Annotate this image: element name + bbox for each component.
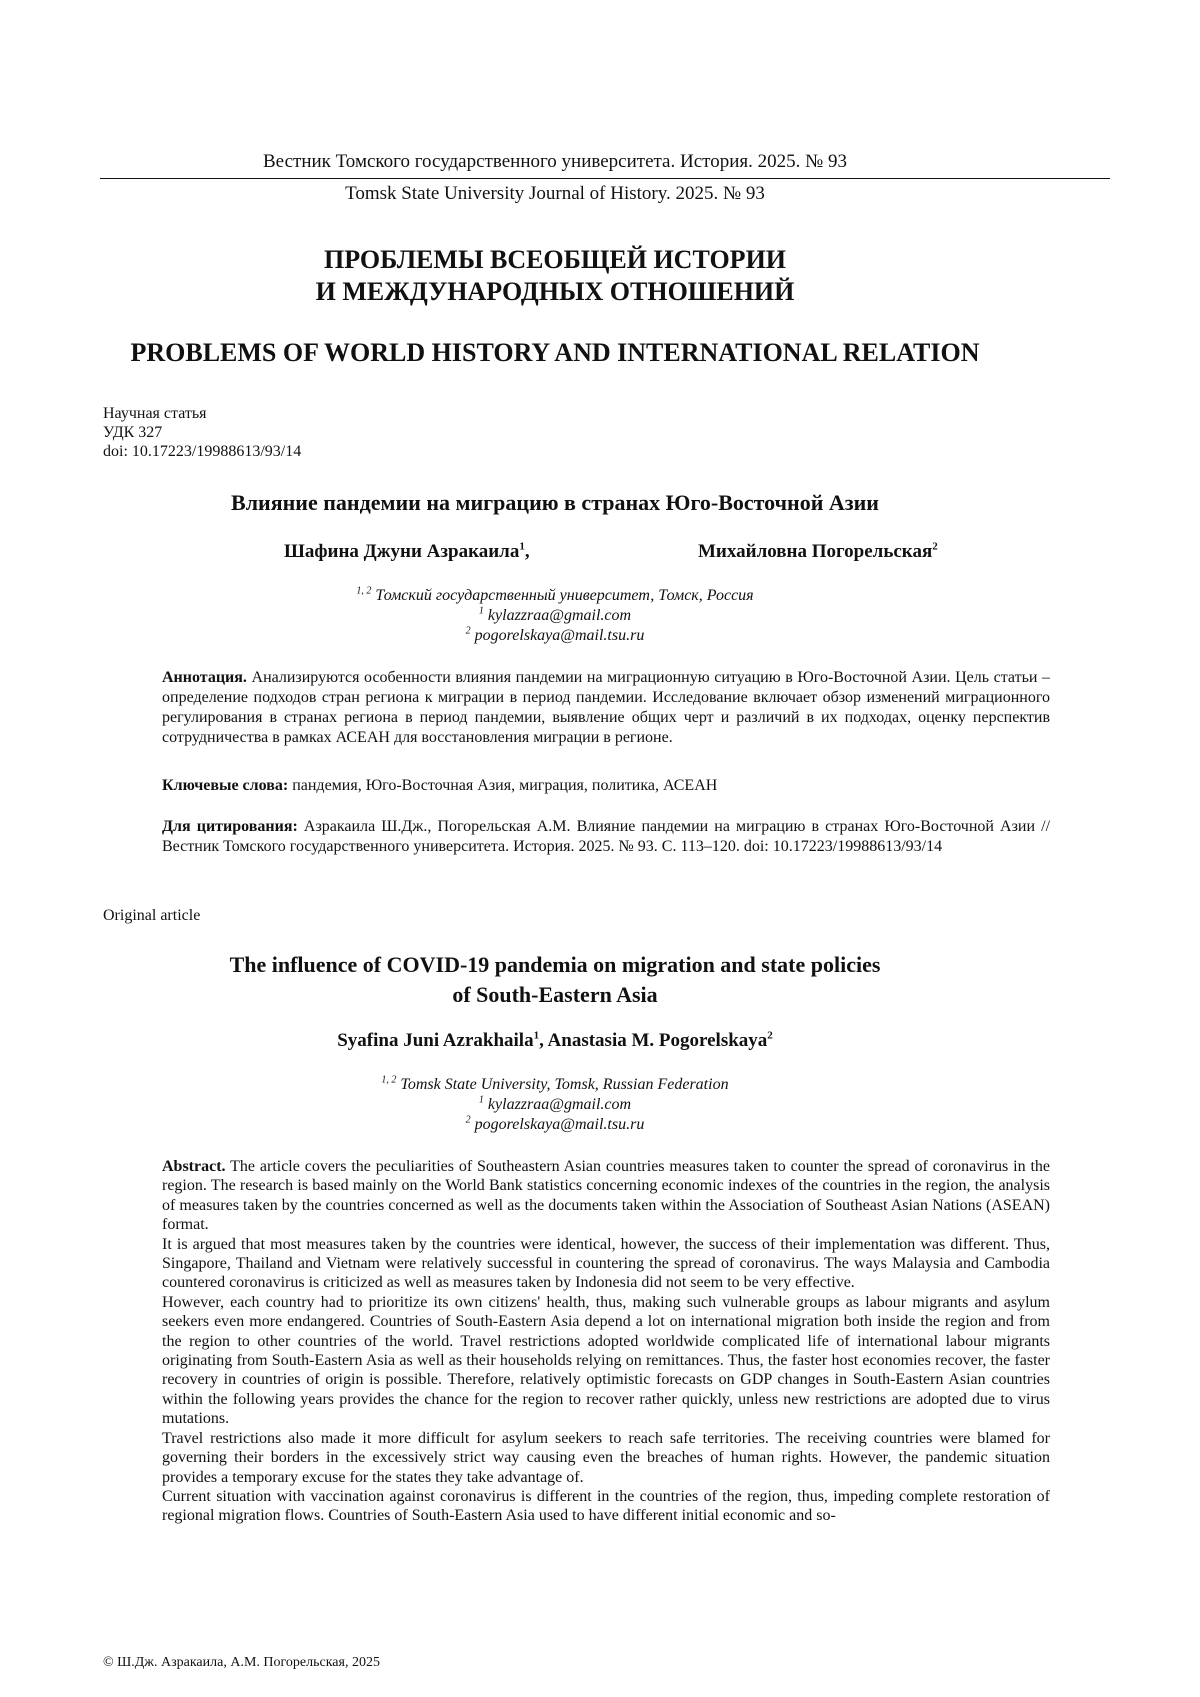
- email2-ru-sup: 2: [465, 625, 471, 637]
- citation-ru-label: Для цитирования:: [162, 818, 298, 835]
- journal-title-ru: Вестник Томского государственного университета. История. 2025. № 93: [263, 151, 847, 172]
- abstract-ru-text: Анализируются особенности влияния пандемии на миграционную ситуацию в Юго-Восточной Азии. Цель статьи – определение подходов стран региона к миграции в период пандемии. Исследование включает обзор изменений миграционного регулирования в странах региона в период пандемии, выявление общих черт и различий в их подходах, оценку перспектив сотрудничества в рамках АСЕАН для восстановления миграции в регионе.: [162, 669, 1051, 746]
- authors-en-name1: Syafina Juni Azrakhaila: [337, 1030, 534, 1051]
- author1-name: Шафина Джуни Азракаила: [284, 541, 520, 562]
- abstract-en-p3: However, each country had to prioritize its own citizens' health, thus, making such vulnerable groups as labour migrants and asylum seekers even more endangered. Countries of South-Eastern Asia depend a lot on international migration both inside the region and from the region to other countries of the world. Travel restrictions adopted worldwide complicated life of international labour migrants originating from South-Eastern Asia as well as their households relying on remittances. Thus, the faster host economies recover, the faster recovery in countries of origin is possible. Therefore, relatively optimistic forecasts on GDP changes in South-Eastern Asian countries within the following years provides the chance for the region to recover rather quickly, unless new restrictions are adopted due to virus mutations.: [162, 1293, 1050, 1428]
- email2-en[interactable]: pogorelskaya@mail.tsu.ru: [474, 1116, 645, 1133]
- article-title-en-line1: The influence of COVID-19 pandemia on migration and state policies: [229, 952, 881, 977]
- authors-en-name2: , Anastasia M. Pogorelskaya: [539, 1030, 768, 1051]
- affiliation-en: [0, 1075, 1110, 1135]
- keywords-ru: [162, 776, 1050, 796]
- citation-ru: [162, 817, 1050, 857]
- aff-ru-sup: 1, 2: [356, 585, 372, 597]
- author1-ru: [284, 541, 530, 563]
- article-meta: [103, 404, 301, 461]
- article-type-ru: Научная статья: [103, 405, 207, 422]
- section-title-ru-line2: И МЕЖДУНАРОДНЫХ ОТНОШЕНИЙ: [315, 277, 795, 306]
- abstract-en-p1: [162, 1157, 1050, 1235]
- header-divider: [100, 178, 1110, 179]
- copyright-footer: © Ш.Дж. Азракаила, А.М. Погорельская, 2025: [103, 1655, 380, 1670]
- authors-en-sup2: 2: [767, 1029, 773, 1042]
- abstract-en-p2: It is argued that most measures taken by the countries were identical, however, the success of their implementation was different. Thus, Singapore, Thailand and Vietnam were relatively successful in countering the spread of coronavirus. The ways Malaysia and Cambodia countered coronavirus is criticized as well as measures taken by Indonesia did not seem to be very effective.: [162, 1235, 1050, 1292]
- keywords-ru-text: пандемия, Юго-Восточная Азия, миграция, политика, АСЕАН: [292, 777, 718, 794]
- udk-code: УДК 327: [103, 424, 163, 441]
- abstract-en-p1-text: The article covers the peculiarities of Southeastern Asian countries measures taken to counter the spread of coronavirus in the region. The research is based mainly on the World Bank statistics concerning economic indexes of the countries in the region, the analysis of measures taken by the countries concerned as well as the documents taken within the Association of Southeast Asian Nations (ASEAN) format.: [162, 1158, 1050, 1234]
- keywords-ru-label: Ключевые слова:: [162, 777, 289, 794]
- author2-name: Михайловна Погорельская: [698, 541, 933, 562]
- article-title-ru: Влияние пандемии на миграцию в странах Юго-Восточной Азии: [231, 490, 879, 515]
- abstract-en: [162, 1157, 1050, 1526]
- article-type-en: Original article: [103, 907, 201, 924]
- email1-ru-sup: 1: [478, 605, 484, 617]
- email2-en-sup: 2: [465, 1114, 471, 1126]
- authors-en-sup1: 1: [533, 1029, 540, 1042]
- citation-ru-text: Азракаила Ш.Дж., Погорельская А.М. Влияние пандемии на миграцию в странах Юго-Восточной Азии // Вестник Томского государственного университета. История. 2025. № 93. С. 113–120. doi: 10.17223/19988613/93/14: [162, 818, 1051, 855]
- aff-en-sup: 1, 2: [381, 1074, 397, 1086]
- section-title-ru: [0, 244, 1110, 308]
- section-title-ru-line1: ПРОБЛЕМЫ ВСЕОБЩЕЙ ИСТОРИИ: [323, 245, 787, 274]
- abstract-en-label: Abstract.: [162, 1158, 226, 1175]
- email1-ru[interactable]: kylazzraa@gmail.com: [487, 607, 632, 624]
- authors-en: [0, 1030, 1110, 1052]
- abstract-en-p5: Current situation with vaccination against coronavirus is different in the countries of the region, thus, impeding complete restoration of regional migration flows. Countries of South-Eastern Asia used to have different initial economic and so-: [162, 1487, 1050, 1525]
- aff-en-text: Tomsk State University, Tomsk, Russian Federation: [400, 1076, 729, 1093]
- article-title-en-line2: of South-Eastern Asia: [452, 982, 658, 1007]
- author1-sup: 1: [519, 540, 525, 553]
- affiliation-ru: [0, 586, 1110, 646]
- doi: doi: 10.17223/19988613/93/14: [103, 443, 302, 460]
- abstract-ru-label: Аннотация.: [162, 669, 247, 686]
- author2-ru: [698, 541, 938, 563]
- email2-ru[interactable]: pogorelskaya@mail.tsu.ru: [474, 627, 645, 644]
- email1-en[interactable]: kylazzraa@gmail.com: [487, 1096, 632, 1113]
- email1-en-sup: 1: [478, 1094, 484, 1106]
- article-title-en: [0, 950, 1110, 1010]
- aff-ru-text: Томский государственный университет, Томск, Россия: [375, 587, 754, 604]
- abstract-ru: [162, 668, 1050, 748]
- journal-title-en: Tomsk State University Journal of History. 2025. № 93: [345, 183, 765, 204]
- author2-sup: 2: [932, 540, 938, 553]
- section-title-en: PROBLEMS OF WORLD HISTORY AND INTERNATIONAL RELATION: [130, 338, 980, 367]
- author1-comma: ,: [524, 541, 530, 562]
- abstract-en-p4: Travel restrictions also made it more difficult for asylum seekers to reach safe territories. The receiving countries were blamed for governing their borders in the excessively strict way causing even the breaches of human rights. However, the pandemic situation provides a temporary excuse for the states they take advantage of.: [162, 1429, 1050, 1486]
